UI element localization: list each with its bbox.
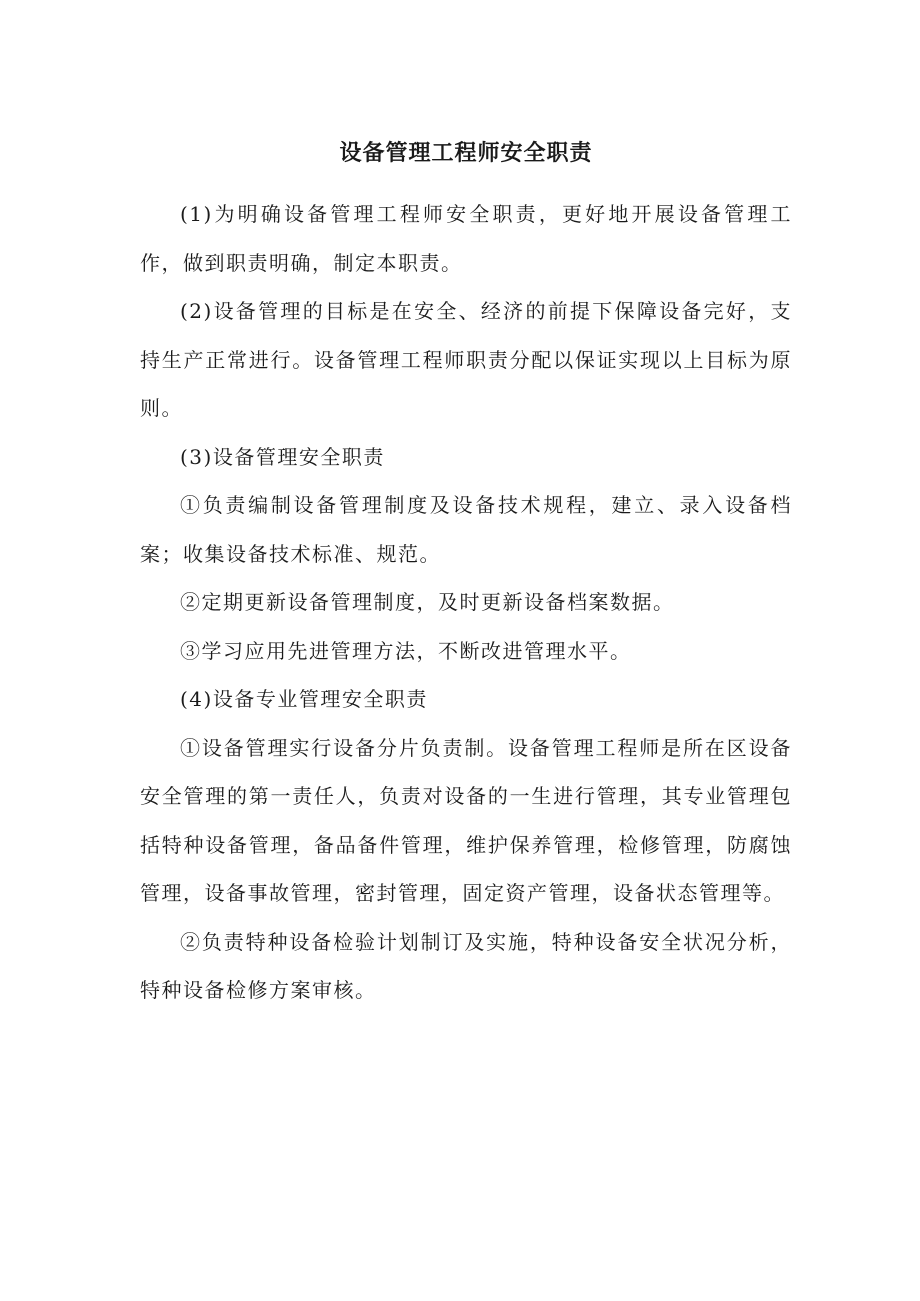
paragraph-2: (2)设备管理的目标是在安全、经济的前提下保障设备完好，支持生产正常进行。设备管理工程师职责分配以保证实现以上目标为原则。 — [140, 299, 792, 420]
paragraph-1: (1)为明确设备管理工程师安全职责，更好地开展设备管理工作，做到职责明确，制定本职责。 — [140, 202, 792, 275]
document-page — [140, 138, 792, 1015]
paragraph-4-item-1: ①设备管理实行设备分片负责制。设备管理工程师是所在区设备安全管理的第一责任人，负责对设备的一生进行管理，其专业管理包括特种设备管理，备品备件管理，维护保养管理，检修管理，防腐蚀管理，设备事故管理，密封管理，固定资产管理，设备状态管理等。 — [140, 735, 792, 905]
paragraph-4-item-2: ②负责特种设备检验计划制订及实施，特种设备安全状况分析，特种设备检修方案审核。 — [140, 929, 792, 1002]
document-title: 设备管理工程师安全职责 — [339, 141, 593, 166]
paragraph-4-heading: (4)设备专业管理安全职责 — [180, 687, 428, 711]
paragraph-3-item-3: ③学习应用先进管理方法，不断改进管理水平。 — [180, 638, 632, 663]
paragraph-3-item-1: ①负责编制设备管理制度及设备技术规程，建立、录入设备档案；收集设备技术标准、规范。 — [140, 493, 792, 566]
paragraph-3-item-2: ②定期更新设备管理制度，及时更新设备档案数据。 — [180, 590, 675, 614]
paragraph-3-heading: (3)设备管理安全职责 — [180, 444, 385, 469]
